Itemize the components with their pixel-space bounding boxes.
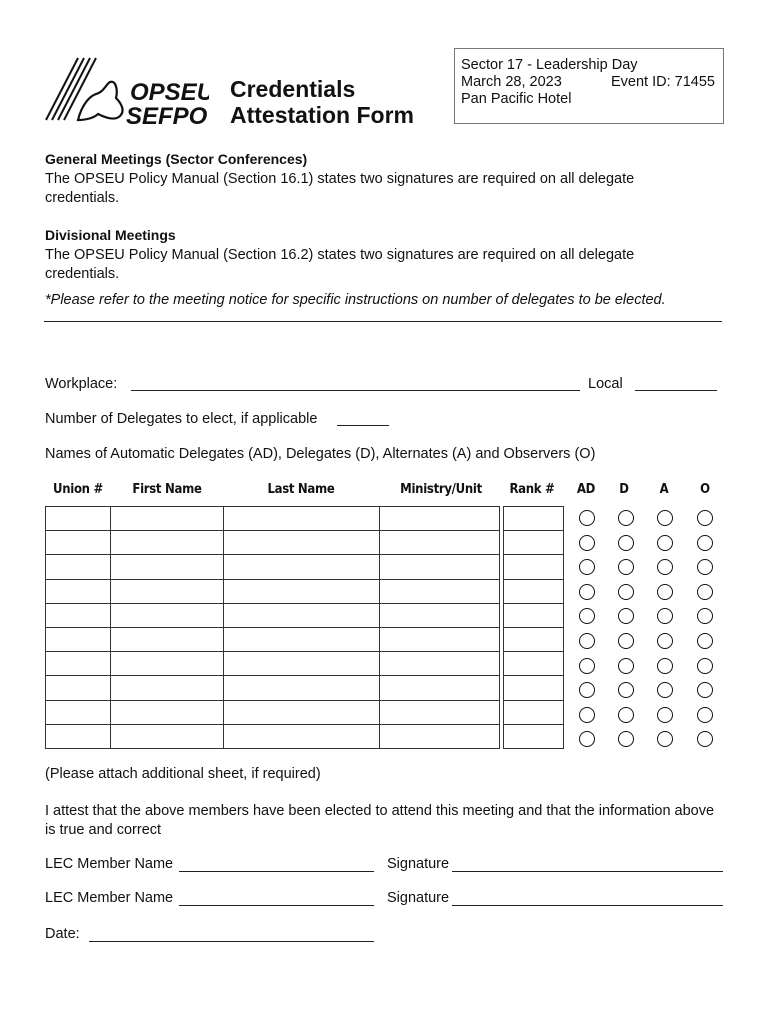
workplace-label: Workplace: <box>45 376 118 392</box>
radio-a[interactable] <box>657 510 673 526</box>
radio-d[interactable] <box>618 535 634 551</box>
local-input[interactable] <box>635 376 717 391</box>
first-name-cell[interactable] <box>111 652 224 676</box>
radio-o[interactable] <box>697 633 713 649</box>
radio-a[interactable] <box>657 658 673 674</box>
first-name-cell[interactable] <box>111 579 224 603</box>
union-cell[interactable] <box>46 627 111 651</box>
title-line-2: Attestation Form <box>230 102 414 128</box>
first-name-cell[interactable] <box>111 555 224 579</box>
ministry-unit-cell[interactable] <box>380 627 500 651</box>
ministry-unit-cell[interactable] <box>380 724 500 748</box>
rank-cell[interactable] <box>504 676 564 700</box>
radio-o[interactable] <box>697 535 713 551</box>
table-row <box>46 531 564 555</box>
union-cell[interactable] <box>46 652 111 676</box>
radio-ad[interactable] <box>579 535 595 551</box>
radio-ad[interactable] <box>579 559 595 575</box>
last-name-cell[interactable] <box>224 676 380 700</box>
first-name-cell[interactable] <box>111 507 224 531</box>
last-name-cell[interactable] <box>224 724 380 748</box>
last-name-cell[interactable] <box>224 700 380 724</box>
form-title <box>230 76 414 128</box>
header-a: A <box>659 482 669 497</box>
ministry-unit-cell[interactable] <box>380 531 500 555</box>
first-name-cell[interactable] <box>111 724 224 748</box>
radio-ad[interactable] <box>579 731 595 747</box>
radio-ad[interactable] <box>579 633 595 649</box>
general-meetings-heading: General Meetings (Sector Conferences) <box>45 151 308 167</box>
logo-icon <box>44 54 209 128</box>
last-name-cell[interactable] <box>224 579 380 603</box>
title-line-1: Credentials <box>230 76 356 102</box>
radio-d[interactable] <box>618 682 634 698</box>
union-cell[interactable] <box>46 676 111 700</box>
union-cell[interactable] <box>46 531 111 555</box>
radio-ad[interactable] <box>579 608 595 624</box>
table-row <box>46 627 564 651</box>
instructions-note: *Please refer to the meeting notice for specific instructions on number of delegates to be elected. <box>45 292 666 308</box>
header-d: D <box>619 482 629 497</box>
radio-o[interactable] <box>697 731 713 747</box>
header-rank: Rank # <box>509 482 555 497</box>
rank-cell[interactable] <box>504 724 564 748</box>
ministry-unit-cell[interactable] <box>380 507 500 531</box>
ministry-unit-cell[interactable] <box>380 700 500 724</box>
last-name-cell[interactable] <box>224 555 380 579</box>
first-name-cell[interactable] <box>111 531 224 555</box>
union-cell[interactable] <box>46 507 111 531</box>
union-cell[interactable] <box>46 603 111 627</box>
radio-o[interactable] <box>697 510 713 526</box>
delegates-count-label: Number of Delegates to elect, if applicable <box>45 411 318 427</box>
radio-a[interactable] <box>657 535 673 551</box>
rank-cell[interactable] <box>504 507 564 531</box>
radio-d[interactable] <box>618 658 634 674</box>
rank-cell[interactable] <box>504 652 564 676</box>
table-row <box>46 579 564 603</box>
ministry-unit-cell[interactable] <box>380 555 500 579</box>
event-id: Event ID: 71455 <box>611 74 715 90</box>
radio-d[interactable] <box>618 633 634 649</box>
ministry-unit-cell[interactable] <box>380 652 500 676</box>
union-cell[interactable] <box>46 700 111 724</box>
table-row <box>46 652 564 676</box>
date-label: Date: <box>45 926 80 942</box>
table-row <box>46 555 564 579</box>
lec-member-2-label: LEC Member Name <box>45 890 174 906</box>
union-cell[interactable] <box>46 579 111 603</box>
attach-note: (Please attach additional sheet, if required) <box>45 766 321 782</box>
radio-d[interactable] <box>618 731 634 747</box>
lec-member-2-input[interactable] <box>179 891 374 906</box>
signature-1-label: Signature <box>387 856 450 872</box>
radio-o[interactable] <box>697 608 713 624</box>
signature-2-label: Signature <box>387 890 450 906</box>
radio-a[interactable] <box>657 731 673 747</box>
date-input[interactable] <box>89 927 374 942</box>
lec-member-1-input[interactable] <box>179 857 374 872</box>
union-cell[interactable] <box>46 724 111 748</box>
event-name: Sector 17 - Leadership Day <box>461 57 638 73</box>
first-name-cell[interactable] <box>111 676 224 700</box>
radio-ad[interactable] <box>579 510 595 526</box>
divisional-meetings-text: The OPSEU Policy Manual (Section 16.2) states two signatures are required on all delegate credentials. <box>45 247 635 282</box>
header-ad: AD <box>576 482 596 497</box>
ministry-unit-cell[interactable] <box>380 579 500 603</box>
divisional-meetings-heading: Divisional Meetings <box>45 227 176 243</box>
radio-ad[interactable] <box>579 682 595 698</box>
local-label: Local <box>588 376 623 392</box>
table-row <box>46 507 564 531</box>
rank-cell[interactable] <box>504 603 564 627</box>
header-union: Union # <box>53 482 103 497</box>
first-name-cell[interactable] <box>111 603 224 627</box>
last-name-cell[interactable] <box>224 652 380 676</box>
radio-d[interactable] <box>618 584 634 600</box>
lec-member-1-label: LEC Member Name <box>45 856 174 872</box>
delegate-names-label: Names of Automatic Delegates (AD), Delegates (D), Alternates (A) and Observers (O) <box>45 446 596 462</box>
signature-2-input[interactable] <box>452 891 723 906</box>
rank-cell[interactable] <box>504 579 564 603</box>
radio-a[interactable] <box>657 584 673 600</box>
logo-text-sefpo: SEFPO <box>126 103 208 128</box>
table-row <box>46 700 564 724</box>
header-last-name: Last Name <box>267 482 335 497</box>
header-first-name: First Name <box>132 482 202 497</box>
radio-d[interactable] <box>618 707 634 723</box>
delegates-table <box>45 506 564 749</box>
logo-text-opseu: OPSEU <box>130 79 209 106</box>
delegates-count-input[interactable] <box>337 411 389 426</box>
ministry-unit-cell[interactable] <box>380 676 500 700</box>
table-row <box>46 676 564 700</box>
last-name-cell[interactable] <box>224 531 380 555</box>
radio-a[interactable] <box>657 707 673 723</box>
radio-d[interactable] <box>618 559 634 575</box>
event-location: Pan Pacific Hotel <box>461 91 572 107</box>
signature-1-input[interactable] <box>452 857 723 872</box>
radio-a[interactable] <box>657 559 673 575</box>
radio-a[interactable] <box>657 608 673 624</box>
event-info-box <box>454 48 724 124</box>
radio-d[interactable] <box>618 510 634 526</box>
radio-ad[interactable] <box>579 658 595 674</box>
header-o: O <box>700 482 710 497</box>
last-name-cell[interactable] <box>224 507 380 531</box>
first-name-cell[interactable] <box>111 627 224 651</box>
radio-ad[interactable] <box>579 584 595 600</box>
radio-ad[interactable] <box>579 707 595 723</box>
first-name-cell[interactable] <box>111 700 224 724</box>
radio-d[interactable] <box>618 608 634 624</box>
rank-cell[interactable] <box>504 700 564 724</box>
table-header <box>0 482 770 498</box>
radio-o[interactable] <box>697 559 713 575</box>
table-row <box>46 724 564 748</box>
ministry-unit-cell[interactable] <box>380 603 500 627</box>
event-date: March 28, 2023 <box>461 74 562 90</box>
opseu-logo <box>44 54 209 128</box>
table-row <box>46 603 564 627</box>
general-meetings-text: The OPSEU Policy Manual (Section 16.1) states two signatures are required on all delegate credentials. <box>45 171 635 206</box>
radio-o[interactable] <box>697 658 713 674</box>
last-name-cell[interactable] <box>224 627 380 651</box>
radio-a[interactable] <box>657 633 673 649</box>
union-cell[interactable] <box>46 555 111 579</box>
rank-cell[interactable] <box>504 627 564 651</box>
rank-cell[interactable] <box>504 531 564 555</box>
radio-a[interactable] <box>657 682 673 698</box>
rank-cell[interactable] <box>504 555 564 579</box>
last-name-cell[interactable] <box>224 603 380 627</box>
header-ministry-unit: Ministry/Unit <box>400 482 482 497</box>
divider <box>44 321 722 322</box>
radio-o[interactable] <box>697 682 713 698</box>
radio-o[interactable] <box>697 707 713 723</box>
workplace-input[interactable] <box>131 376 580 391</box>
radio-o[interactable] <box>697 584 713 600</box>
attest-statement: I attest that the above members have been elected to attend this meeting and that the information above is true and correct <box>45 803 715 838</box>
